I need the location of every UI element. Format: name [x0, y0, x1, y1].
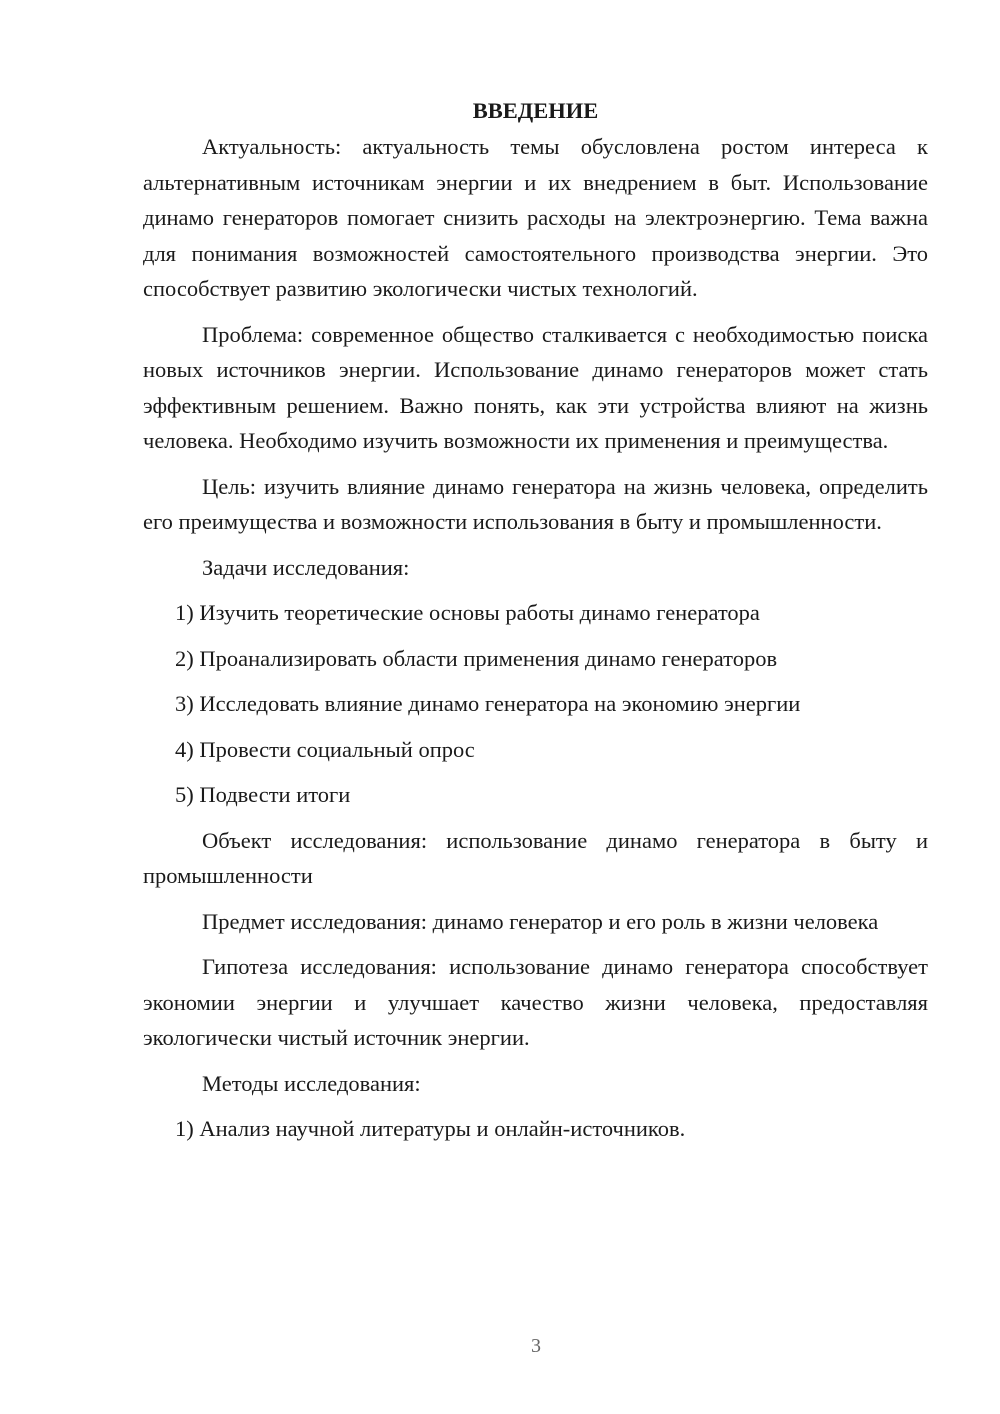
- list-item: 5) Подвести итоги: [175, 782, 351, 807]
- section-title: ВВЕДЕНИЕ: [472, 98, 599, 123]
- list-item: 1) Изучить теоретические основы работы динамо генератора: [175, 600, 760, 625]
- relevance-paragraph: Актуальность: актуальность темы обусловлена ростом интереса к альтернативным источникам энергии и их внедрением в быт. Использование динамо генераторов помогает снизить расходы на электроэнергию. Тема важна для понимания возможностей самостоятельного производства энергии. Это способствует развитию экологически чистых технологий.: [143, 134, 928, 301]
- object-paragraph: Объект исследования: использование динамо генератора в быту и промышленности: [143, 827, 928, 888]
- list-item: 1) Анализ научной литературы и онлайн-источников.: [175, 1116, 686, 1141]
- list-item: 3) Исследовать влияние динамо генератора на экономию энергии: [175, 691, 801, 716]
- list-item: 4) Провести социальный опрос: [175, 736, 475, 762]
- problem-paragraph: Проблема: современное общество сталкивается с необходимостью поиска новых источников энергии. Использование динамо генераторов может стать эффективным решением. Важно понять, как эти устройства влияют на жизнь человека. Необходимо изучить возможности их применения и преимущества.: [143, 321, 928, 453]
- tasks-heading: Задачи исследования:: [202, 554, 410, 580]
- list-item: 2) Проанализировать области применения динамо генераторов: [175, 645, 778, 671]
- page-number: 3: [531, 1335, 541, 1357]
- goal-paragraph: Цель: изучить влияние динамо генератора на жизнь человека, определить его преимущества и возможности использования в быту и промышленности.: [143, 473, 928, 534]
- hypothesis-paragraph: Гипотеза исследования: использование динамо генератора способствует экономии энергии и улучшает качество жизни человека, предоставляя экологически чистый источник энергии.: [143, 954, 928, 1050]
- tasks-list: [143, 595, 928, 813]
- methods-heading: Методы исследования:: [202, 1070, 421, 1096]
- subject-paragraph: Предмет исследования: динамо генератор и его роль в жизни человека: [202, 908, 879, 934]
- page-content: [143, 93, 928, 1157]
- methods-list: [143, 1111, 928, 1147]
